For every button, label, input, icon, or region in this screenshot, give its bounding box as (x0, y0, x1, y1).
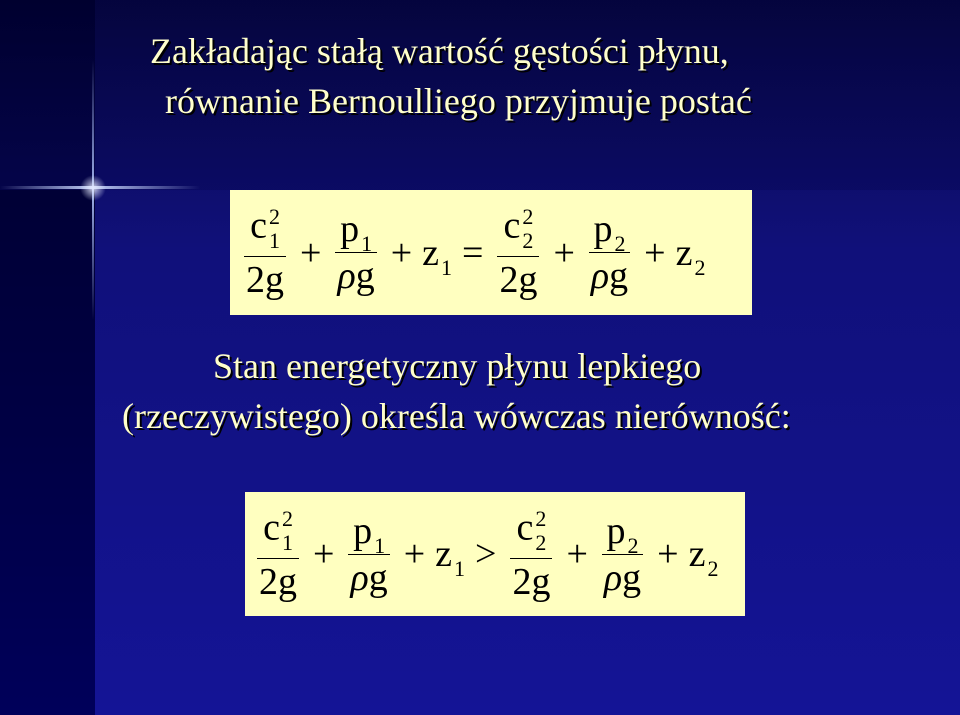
plus-sign: + (566, 533, 588, 575)
term-height-2 (675, 231, 706, 280)
term-kinetic-2 (510, 505, 552, 603)
denominator-2g: 2g (512, 560, 551, 603)
plus-sign: + (300, 231, 322, 274)
denominator-2g: 2g (246, 259, 284, 301)
plus-sign: + (644, 231, 666, 274)
plus-sign: + (390, 231, 413, 274)
var-g: g (609, 255, 629, 297)
sub-2: 2 (535, 529, 547, 555)
equals-sign: = (462, 231, 484, 274)
var-g: g (368, 556, 388, 599)
sub-2: 2 (707, 556, 719, 581)
sub-2: 2 (694, 254, 706, 280)
term-height-1 (435, 532, 465, 581)
plus-sign: + (657, 533, 679, 575)
term-height-1 (422, 231, 452, 280)
plus-sign: + (313, 533, 335, 575)
sup-2: 2 (535, 505, 547, 531)
plus-sign: + (553, 231, 575, 274)
sub-1: 1 (441, 254, 452, 280)
lens-flare-glow (80, 175, 106, 201)
term-kinetic-2 (497, 206, 539, 299)
sub-2: 2 (627, 532, 639, 558)
denominator-2g: 2g (259, 560, 297, 603)
sub-1: 1 (361, 231, 373, 256)
var-p: p (606, 509, 626, 552)
rho-symbol: ρ (603, 556, 623, 599)
greater-than-sign: > (475, 533, 497, 575)
var-g: g (355, 255, 375, 297)
term-height-2 (688, 532, 719, 581)
sup-2: 2 (522, 204, 534, 229)
var-c: c (263, 506, 280, 549)
var-g: g (622, 556, 642, 599)
bernoulli-equation (230, 190, 752, 315)
term-pressure-1 (348, 509, 389, 599)
var-p: p (340, 208, 360, 250)
term-kinetic-1 (244, 206, 286, 299)
rho-symbol: ρ (590, 255, 610, 297)
sub-2: 2 (614, 231, 626, 256)
heading-line-1: Zakładając stałą wartość gęstości płynu, (150, 31, 729, 71)
var-p: p (593, 208, 613, 250)
sub-1: 1 (281, 529, 293, 555)
sub-2: 2 (522, 228, 534, 253)
term-pressure-2 (589, 210, 630, 295)
rho-symbol: ρ (337, 255, 356, 297)
var-p: p (353, 509, 373, 552)
rho-symbol: ρ (350, 556, 369, 599)
var-c: c (250, 204, 267, 247)
plus-sign: + (403, 533, 426, 575)
sup-2: 2 (281, 505, 293, 531)
var-c: c (516, 506, 534, 549)
var-z: z (688, 533, 706, 575)
term-pressure-1 (335, 210, 376, 295)
sup-2: 2 (268, 204, 280, 229)
heading-line-2: równanie Bernoulliego przyjmuje postać (165, 81, 752, 121)
var-z: z (422, 231, 439, 274)
var-c: c (503, 204, 521, 247)
denominator-2g: 2g (499, 259, 538, 301)
sub-1: 1 (374, 532, 386, 558)
bernoulli-inequality (245, 492, 745, 616)
term-kinetic-1 (257, 505, 299, 603)
body-line-2: (rzeczywistego) określa wówczas nierówność: (122, 396, 791, 436)
term-pressure-2 (602, 509, 643, 599)
sub-1: 1 (454, 556, 465, 581)
var-z: z (675, 231, 693, 274)
body-line-1: Stan energetyczny płynu lepkiego (213, 346, 702, 386)
var-z: z (435, 533, 452, 575)
sub-1: 1 (268, 228, 280, 253)
